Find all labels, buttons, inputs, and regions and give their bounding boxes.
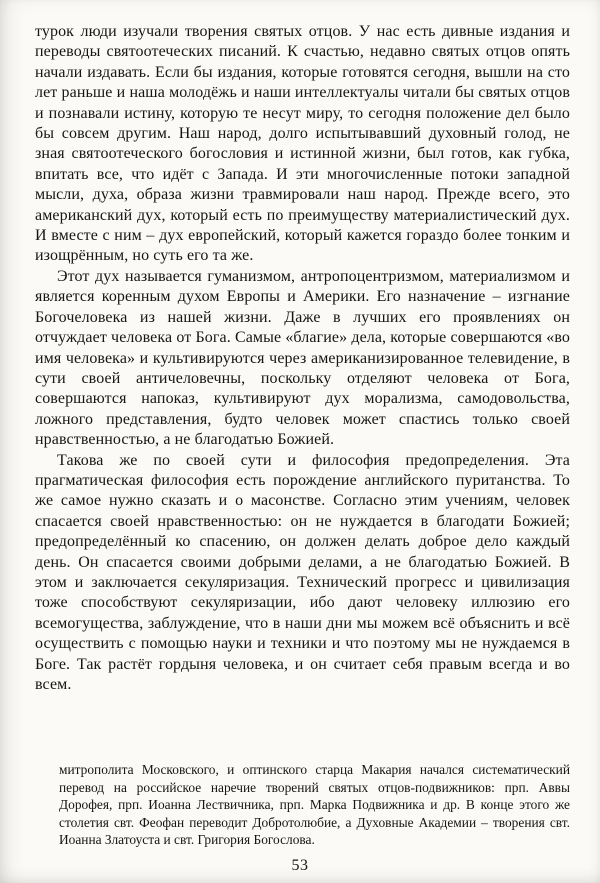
- paragraph-continuation: турок люди изучали творения святых отцов. У нас есть дивные издания и переводы святоотеческих писаний. К счастью, недавно святых отцов опять начали издавать. Если бы издания, которые готовятся сегодня, вышли на сто лет раньше и наша молодёжь и наши интеллектуалы читали бы святых отцов и познавали истину, которую те несут миру, то сегодня положение дел было бы совсем другим. Наш народ, долго испытывавший духовный голод, не зная святоотеческого богословия и истинной жизни, был готов, как губка, впитать все, что идёт с Запада. И эти многочисленные потоки западной мысли, духа, образа жизни травмировали наш народ. Прежде всего, это американский дух, который есть по преимуществу материалистический дух. И вместе с ним – дух европейский, который кажется гораздо более тонким и изощрённым, но суть его та же.: [35, 23, 570, 265]
- main-text-block: [35, 22, 570, 695]
- page-number: 53: [291, 857, 309, 874]
- footnote-text: митрополита Московского, и оптинского старца Макария начался систематический перевод на российское наречие творений святых отцов-подвижников: прп. Аввы Дорофея, прп. Иоанна Лествичника, прп. Марка Подвижника и др. В конце этого же столетия свт. Феофан переводит Добротолюбие, а Духовные Академии – творения свт. Иоанна Златоуста и свт. Григория Богослова.: [59, 762, 570, 848]
- paragraph-predestination: Такова же по своей сути и философия предопределения. Эта прагматическая философия есть порождение английского пуританства. То же самое нужно сказать и о масонстве. Согласно этим учениям, человек спасается своей нравственностью: он не нуждается в благодати Божией; предопределённый ко спасению, он должен делать доброе дело каждый день. Он спасается своими добрыми делами, а не благодатью Божией. В этом и заключается секуляризация. Технический прогресс и цивилизация тоже способствуют секуляризации, ибо дают человеку иллюзию его всемогущества, заблуждение, что в наши дни мы можем всё объяснить и всё осуществить с помощью науки и техники и что поэтому мы не нуждаемся в Боге. Так растёт гордыня человека, и он считает себя правым всегда и во всем.: [35, 451, 570, 693]
- paragraph-humanism: Этот дух называется гуманизмом, антропоцентризмом, материализмом и является коренным духом Европы и Америки. Его назначение – изгнание Богочеловека из нашей жизни. Даже в лучших его проявлениях он отчуждает человека от Бога. Самые «благие» дела, которые совершаются «во имя человека» и культивируются через американизированное телевидение, в сути своей античеловечны, поскольку отделяют человека от Бога, совершаются напоказ, культивируют дух морализма, самодовольства, ложного представления, будто человек может спастись только своей нравственностью, а не благодатью Божией.: [35, 267, 570, 449]
